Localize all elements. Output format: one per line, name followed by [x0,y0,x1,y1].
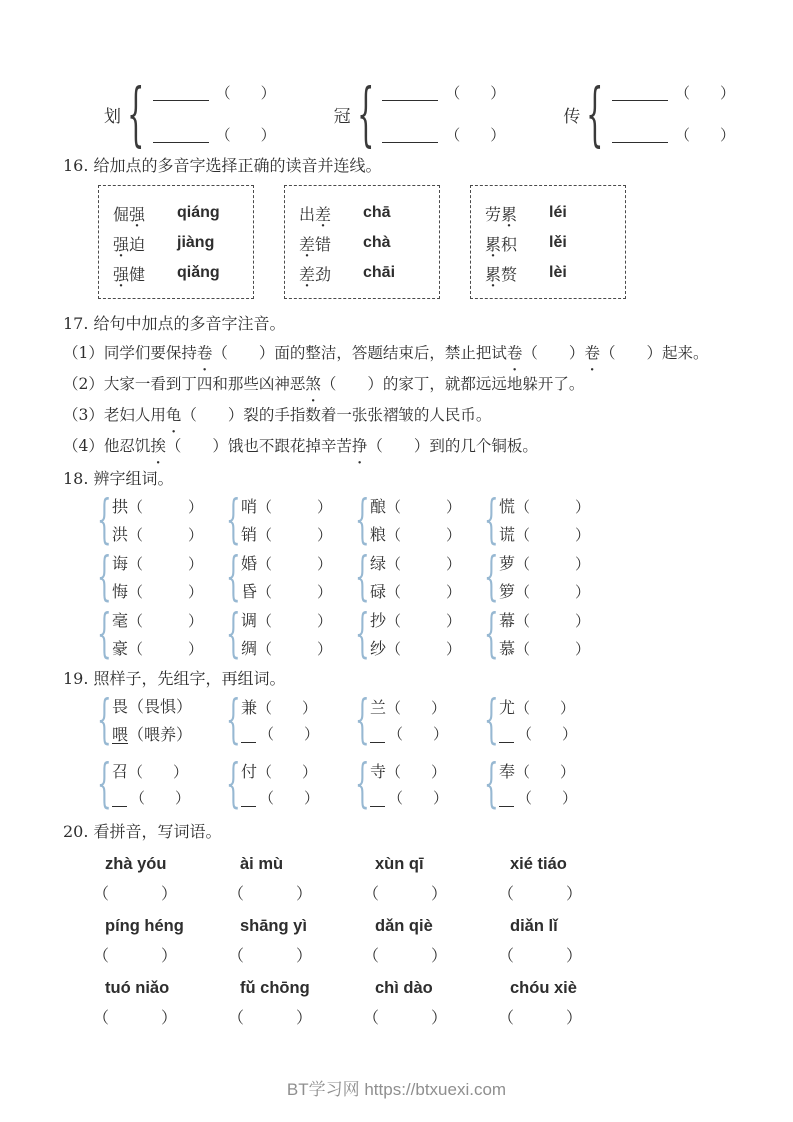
example-group [96,690,225,751]
paren-blank: （ ） [515,640,591,658]
pinyin: diǎn lǐ [510,917,558,935]
paren-blank: （ ） [498,884,584,903]
brace-icon: { [225,604,241,665]
q18-title: 18. 辨字组词。 [63,469,174,488]
char: 幕 [499,611,516,630]
paren-blank: （ ） [93,1008,179,1027]
char: 诲 [112,554,129,573]
word: 累赘 [485,264,518,284]
build-char-group [225,690,354,751]
char: 箩 [499,582,516,601]
char-pair-group [96,547,225,608]
paren-blank: （ ） [128,526,204,544]
match-box-cha [284,185,440,299]
char: 毫 [112,611,129,630]
char-underlined: 喂 [112,725,129,744]
paren-blank: （ ） [388,789,449,807]
char: 畏 [112,697,129,716]
q20-answer-row-2 [93,945,793,967]
build-char-group [354,690,483,751]
brace-icon: { [225,490,241,551]
paren-blank: （ ） [259,725,320,743]
char: 绸 [241,639,258,658]
char-pair-group [483,604,612,665]
q19-row-2 [96,754,793,815]
polyphone-group-chuan [563,73,735,156]
answer-blank [499,726,514,743]
word: 倔强 [113,204,146,224]
answer-blank [382,129,438,143]
q20-answer-row-1 [93,883,793,905]
brace-icon: { [354,690,370,751]
answer-row [612,86,735,101]
pinyin: tuó niǎo [105,979,170,997]
polyphone-group-hua [104,73,276,156]
paren-blank: （ ） [257,583,333,601]
answer-blank [612,129,668,143]
char: 兰 [370,698,387,717]
q20-title: 20. 看拼音，写词语。 [63,822,222,841]
answer-blank [241,726,256,743]
q20-pinyin-row-3 [93,978,793,998]
q17-sentence-2: （2）大家一看到丁四和那些凶神恶煞（ ）的家丁，就都远远地躲开了。 [63,375,585,393]
build-char-group [483,754,612,815]
answer-row [612,128,735,143]
paren-blank: （ ） [515,526,591,544]
example-word: （喂养） [128,725,193,744]
paren-blank: （ ） [128,612,204,630]
match-row [485,198,613,228]
pinyin: píng héng [105,917,184,935]
pinyin: chì dào [375,979,433,997]
brace-icon: { [96,754,112,815]
match-row [113,198,241,228]
char: 洪 [112,525,129,544]
char: 粮 [370,525,387,544]
match-row [299,258,427,288]
pinyin-option: lěi [549,234,567,251]
char: 悔 [112,582,129,601]
example-word: （畏惧） [128,697,193,716]
pinyin-option: chāi [363,264,396,281]
char: 纱 [370,639,387,658]
brace-icon: { [586,73,604,156]
char: 碌 [370,582,387,601]
paren-blank: （ ） [515,583,591,601]
brace-icon: { [354,604,370,665]
pinyin-option: chā [363,204,391,221]
polyphone-char: 传 [563,107,581,127]
pinyin-option: chà [363,234,391,251]
paren-blank: （ ） [445,126,506,144]
paren-blank: （ ） [257,612,333,630]
polyphone-char: 划 [104,107,121,127]
paren-blank: （ ） [498,946,584,965]
brace-icon: { [96,604,112,665]
paren-blank: （ ） [517,725,578,743]
paren-blank: （ ） [386,526,462,544]
q18-row-1 [96,490,793,551]
char: 慕 [499,639,516,658]
build-char-group [225,754,354,815]
q16-title: 16. 给加点的多音字选择正确的读音并连线。 [63,156,382,175]
char: 酿 [370,497,387,516]
char-pair-group [225,490,354,551]
char: 奉 [499,762,516,781]
brace-icon: { [225,754,241,815]
answer-blank [153,129,209,143]
match-box-lei [470,185,626,299]
paren-blank: （ ） [228,884,314,903]
paren-blank: （ ） [386,640,462,658]
char: 豪 [112,639,129,658]
answer-blank [499,790,514,807]
paren-blank: （ ） [674,126,735,144]
paren-blank: （ ） [388,725,449,743]
brace-icon: { [356,73,375,156]
paren-blank: （ ） [215,126,276,144]
pinyin: xié tiáo [510,855,567,873]
brace-icon: { [96,490,112,551]
match-row [299,198,427,228]
match-row [113,228,241,258]
brace-icon: { [483,490,499,551]
paren-blank: （ ） [363,946,449,965]
polyphone-brace-section [104,0,793,156]
q19-title: 19. 照样子，先组字，再组词。 [63,669,286,688]
paren-blank: （ ） [515,612,591,630]
char: 付 [241,762,258,781]
paren-blank: （ ） [257,555,333,573]
char: 寺 [370,762,387,781]
char: 慌 [499,497,516,516]
q17-sentence-4: （4）他忍饥挨（ ）饿也不跟花掉辛苦挣（ ）到的几个铜板。 [63,437,538,455]
paren-blank: （ ） [215,84,276,102]
q17-title: 17. 给句中加点的多音字注音。 [63,314,286,333]
pinyin-option: lèi [549,264,567,281]
paren-blank: （ ） [515,699,576,717]
paren-blank: （ ） [128,583,204,601]
word: 差错 [299,234,332,254]
q20-pinyin-row-2 [93,916,793,936]
paren-blank: （ ） [363,884,449,903]
char-pair-group [225,604,354,665]
brace-icon: { [483,547,499,608]
char: 调 [241,611,258,630]
char: 销 [241,525,258,544]
polyphone-char: 冠 [333,107,351,127]
answer-row [382,128,505,143]
build-char-group [354,754,483,815]
char-pair-group [354,604,483,665]
pinyin: xùn qī [375,855,424,873]
pinyin: chóu xiè [510,979,577,997]
paren-blank: （ ） [93,946,179,965]
paren-blank: （ ） [128,763,189,781]
paren-blank: （ ） [386,583,462,601]
paren-blank: （ ） [386,498,462,516]
pinyin: fǔ chōng [240,979,310,997]
brace-icon: { [127,73,145,156]
brace-icon: { [354,754,370,815]
paren-blank: （ ） [257,526,333,544]
char: 婚 [241,554,258,573]
paren-blank: （ ） [515,498,591,516]
answer-column [153,86,276,143]
char: 哨 [241,497,258,516]
pinyin: ài mù [240,855,284,873]
paren-blank: （ ） [386,699,447,717]
char: 尤 [499,698,516,717]
answer-row [153,128,276,143]
brace-icon: { [96,547,112,608]
paren-blank: （ ） [228,1008,314,1027]
char-pair-group [96,604,225,665]
answer-blank [370,790,385,807]
pinyin-option: qiáng [177,204,220,221]
char-pair-group [354,547,483,608]
paren-blank: （ ） [517,789,578,807]
paren-blank: （ ） [257,699,318,717]
match-row [485,258,613,288]
answer-blank [382,87,438,101]
pinyin-option: léi [549,204,567,221]
brace-icon: { [225,690,241,751]
q16-match-boxes [98,185,793,299]
q20-answer-row-3 [93,1007,793,1029]
word: 强健 [113,264,146,284]
word: 劳累 [485,204,518,224]
brace-icon: { [354,490,370,551]
match-row [485,228,613,258]
brace-icon: { [225,547,241,608]
word: 出差 [299,204,332,224]
paren-blank: （ ） [386,555,462,573]
match-box-qiang [98,185,254,299]
pinyin: shāng yì [240,917,307,935]
paren-blank: （ ） [130,789,191,807]
answer-column [612,86,735,143]
char: 抄 [370,611,387,630]
paren-blank: （ ） [257,640,333,658]
q17-sentence-3: （3）老妇人用龟（ ）裂的手指数着一张张褶皱的人民币。 [63,406,492,424]
q18-row-3 [96,604,793,665]
build-char-group [96,754,225,815]
paren-blank: （ ） [445,84,506,102]
answer-column [382,86,505,143]
pinyin: dǎn qiè [375,917,433,935]
word: 强迫 [113,234,146,254]
answer-blank [241,790,256,807]
paren-blank: （ ） [515,763,576,781]
q17-sentence-1: （1）同学们要保持卷（ ）面的整洁，答题结束后，禁止把试卷（ ）卷（ ）起来。 [63,344,709,362]
paren-blank: （ ） [93,884,179,903]
polyphone-group-guan [333,73,506,156]
paren-blank: （ ） [386,763,447,781]
answer-blank [153,87,209,101]
word: 差劲 [299,264,332,284]
build-char-group [483,690,612,751]
brace-icon: { [483,754,499,815]
pinyin: zhà yóu [105,855,167,873]
char: 绿 [370,554,387,573]
brace-icon: { [354,547,370,608]
brace-icon: { [483,604,499,665]
char-pair-group [96,490,225,551]
answer-row [153,86,276,101]
paren-blank: （ ） [498,1008,584,1027]
answer-row [382,86,505,101]
char: 召 [112,762,129,781]
paren-blank: （ ） [259,789,320,807]
char-pair-group [354,490,483,551]
paren-blank: （ ） [363,1008,449,1027]
char: 兼 [241,698,258,717]
paren-blank: （ ） [128,640,204,658]
char-pair-group [225,547,354,608]
paren-blank: （ ） [257,763,318,781]
char-pair-group [483,547,612,608]
q20-pinyin-row-1 [93,854,793,874]
paren-blank: （ ） [386,612,462,630]
pinyin-option: qiǎng [177,264,220,281]
paren-blank: （ ） [128,555,204,573]
match-row [299,228,427,258]
paren-blank: （ ） [128,498,204,516]
word: 累积 [485,234,518,254]
answer-blank [370,726,385,743]
char-pair-group [483,490,612,551]
brace-icon: { [96,690,112,751]
site-watermark: BT学习网 https://btxuexi.com [286,1080,507,1099]
match-row [113,258,241,288]
char: 谎 [499,525,516,544]
char: 昏 [241,582,258,601]
q19-row-1 [96,690,793,751]
char: 拱 [112,497,129,516]
paren-blank: （ ） [515,555,591,573]
pinyin-option: jiàng [177,234,215,251]
answer-blank [112,790,127,807]
paren-blank: （ ） [257,498,333,516]
paren-blank: （ ） [674,84,735,102]
char: 萝 [499,554,516,573]
brace-icon: { [483,690,499,751]
answer-blank [612,87,668,101]
paren-blank: （ ） [228,946,314,965]
q18-row-2 [96,547,793,608]
